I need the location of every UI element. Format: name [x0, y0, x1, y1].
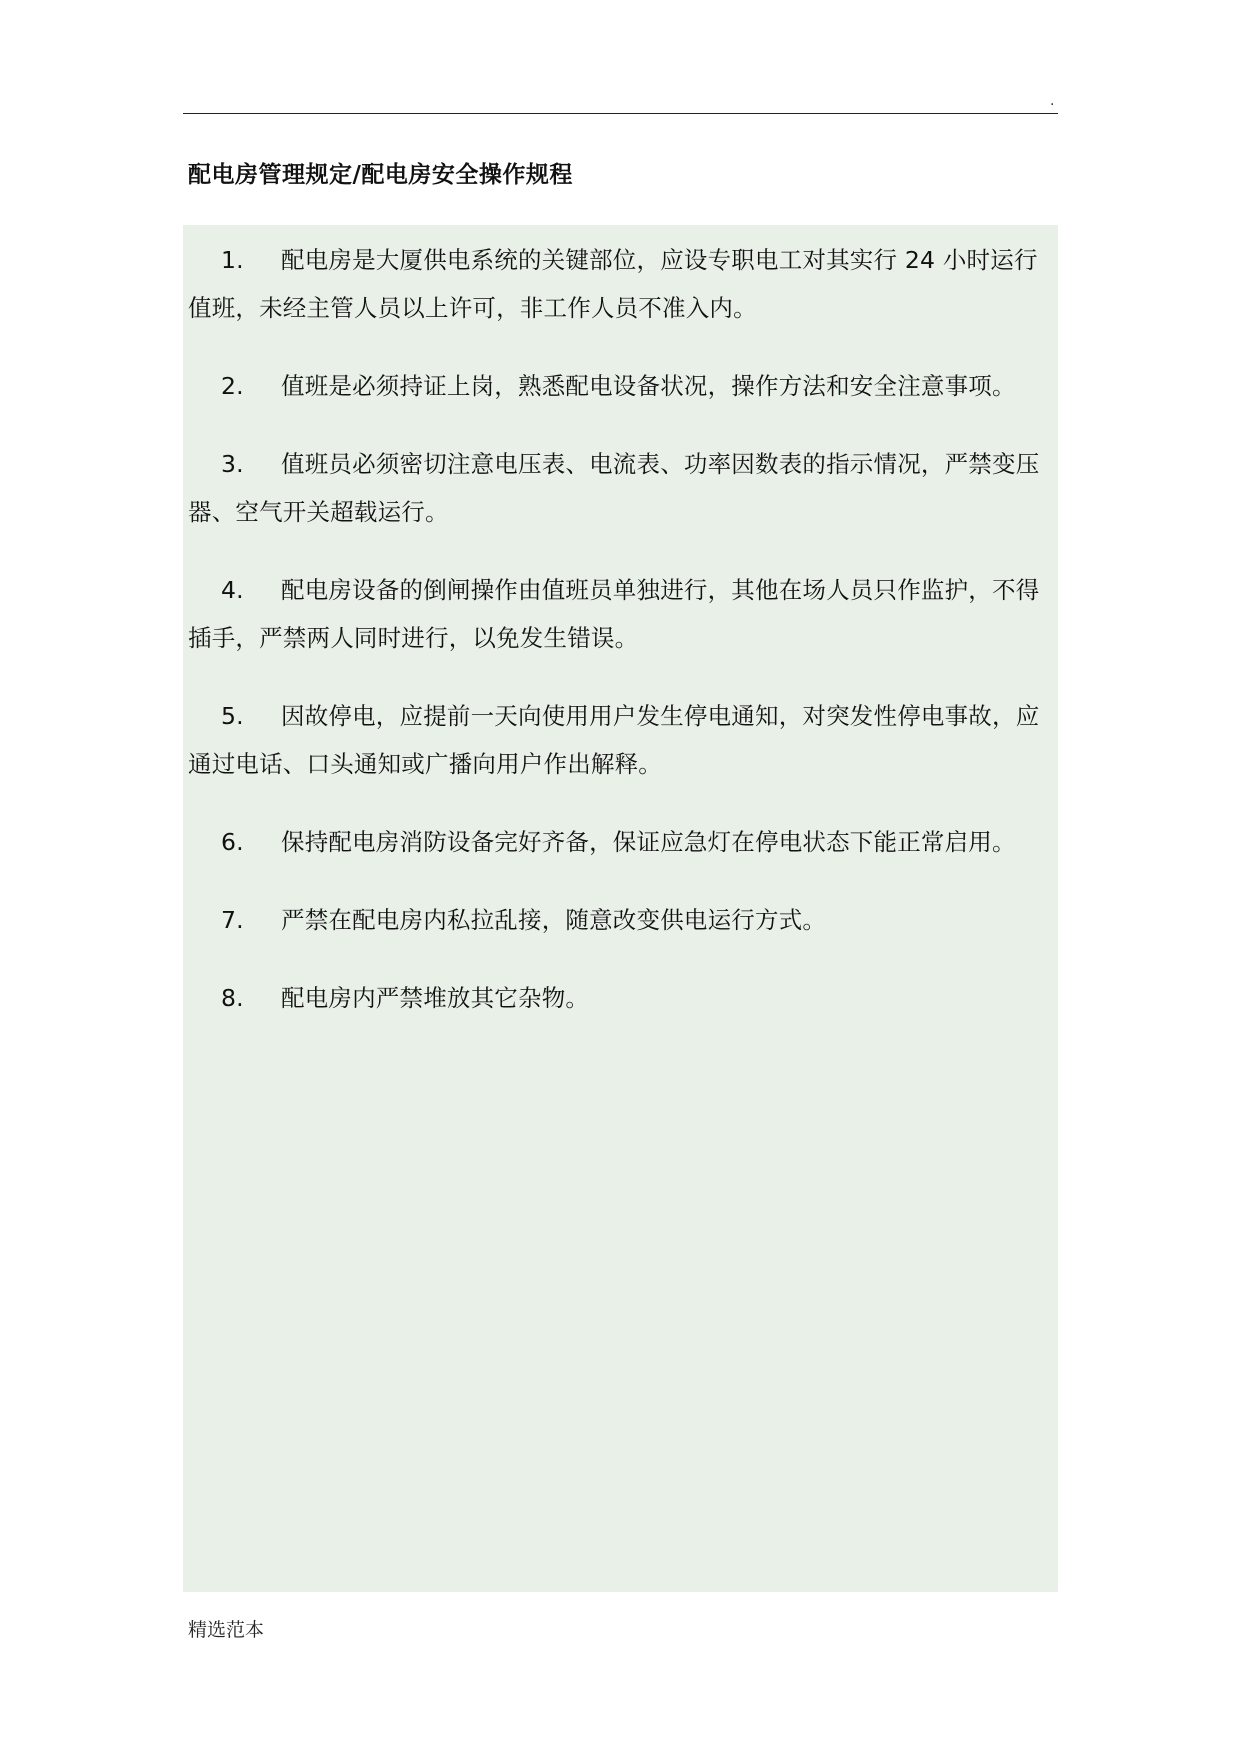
rule-item: [183, 818, 1058, 866]
footer-note: 精选范本: [188, 1619, 265, 1641]
rule-number: 8.: [221, 984, 244, 1012]
rule-number: 1.: [221, 246, 244, 274]
rule-text: 配电房内严禁堆放其它杂物。: [281, 984, 590, 1012]
rule-text: 因故停电，应提前一天向使用用户发生停电通知，对突发性停电事故，应通过电话、口头通知或广播向用户作出解释。: [188, 702, 1040, 778]
rule-text: 值班是必须持证上岗，熟悉配电设备状况，操作方法和安全注意事项。: [281, 372, 1016, 400]
rule-item: [183, 236, 1058, 332]
rule-number: 4.: [221, 576, 244, 604]
rule-number: 2.: [221, 372, 244, 400]
rule-item: [183, 362, 1058, 410]
rule-item: [183, 974, 1058, 1022]
rule-number: 7.: [221, 906, 244, 934]
rule-text: 严禁在配电房内私拉乱接，随意改变供电运行方式。: [281, 906, 827, 934]
document-title: 配电房管理规定/配电房安全操作规程: [188, 162, 573, 188]
rule-number: 5.: [221, 702, 244, 730]
rule-text: 保持配电房消防设备完好齐备，保证应急灯在停电状态下能正常启用。: [281, 828, 1016, 856]
rule-item: [183, 440, 1058, 536]
rule-number: 3.: [221, 450, 244, 478]
rule-text: 配电房是大厦供电系统的关键部位，应设专职电工对其实行 24 小时运行值班，未经主管人员以上许可，非工作人员不准入内。: [188, 246, 1038, 322]
rule-item: [183, 566, 1058, 662]
header-mark: .: [1050, 93, 1055, 109]
rule-item: [183, 896, 1058, 944]
rule-number: 6.: [221, 828, 244, 856]
rule-item: [183, 692, 1058, 788]
rule-text: 值班员必须密切注意电压表、电流表、功率因数表的指示情况，严禁变压器、空气开关超载运行。: [188, 450, 1040, 526]
content-panel: [183, 225, 1058, 1592]
rule-list: [183, 236, 1058, 1052]
header-divider: [183, 113, 1058, 114]
rule-text: 配电房设备的倒闸操作由值班员单独进行，其他在场人员只作监护，不得插手，严禁两人同时进行，以免发生错误。: [188, 576, 1040, 652]
